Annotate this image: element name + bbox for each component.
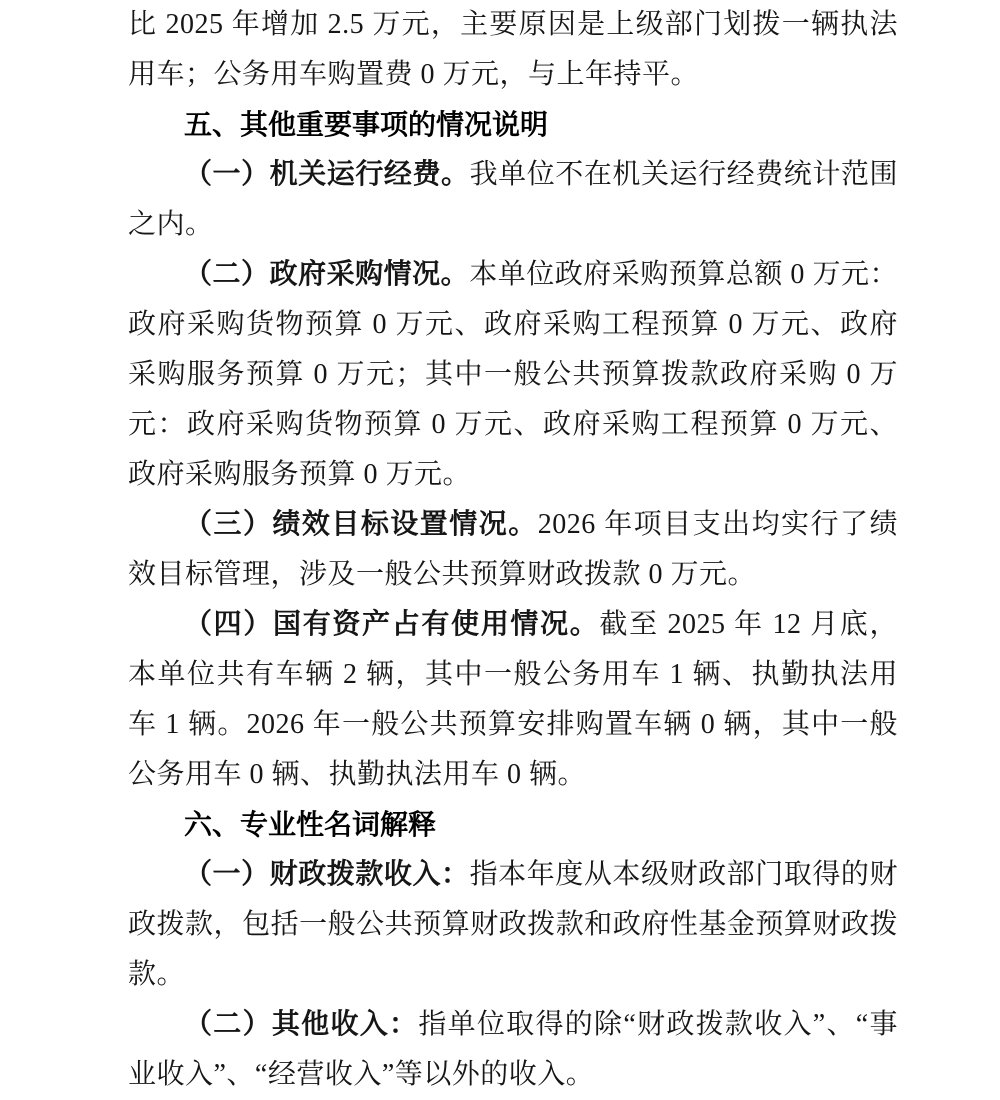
section5-item-2 [128,250,898,500]
section5-item-1 [128,150,898,250]
paragraph-lead: （三）绩效目标设置情况。 [184,509,538,540]
section5-item-3 [128,500,898,600]
section6-item-2 [128,1000,898,1100]
paragraph-lead: （一）财政拨款收入： [184,859,470,890]
section5-heading: 五、其他重要事项的情况说明 [184,109,549,140]
paragraph-text: 指单位取得的除“财政拨款收入”、“事业收入”、“经营收入”等以外的收入。 [128,1009,898,1090]
section6-heading: 六、专业性名词解释 [184,809,437,840]
paragraph-lead: （二）其他收入： [184,1009,419,1040]
paragraph-intro-continuation [128,0,898,100]
paragraph-text: 本单位政府采购预算总额 0 万元：政府采购货物预算 0 万元、政府采购工程预算 0 万元、政府采购服务预算 0 万元；其中一般公共预算拨款政府采购 0 万元：政府采购货物预算 0 万元、政府采购工程预算 0 万元、政府采购服务预算 0 万元。 [128,259,898,490]
section5-item-4 [128,600,898,800]
paragraph-text: 2026 年项目支出均实行了绩效目标管理，涉及一般公共预算财政拨款 0 万元。 [128,509,898,590]
paragraph-lead: （四）国有资产占有使用情况。 [184,609,600,640]
paragraph-lead: （一）机关运行经费。 [184,159,470,190]
paragraph-text: 指本年度从本级财政部门取得的财政拨款，包括一般公共预算财政拨款和政府性基金预算财政拨款。 [128,859,898,990]
paragraph-lead: （二）政府采购情况。 [184,259,470,290]
paragraph-text: 我单位不在机关运行经费统计范围之内。 [128,159,898,240]
paragraph-text: 截至 2025 年 12 月底，本单位共有车辆 2 辆，其中一般公务用车 1 辆、执勤执法用车 1 辆。2026 年一般公共预算安排购置车辆 0 辆，其中一般公务用车 0 辆、执勤执法用车 0 辆。 [128,609,898,790]
paragraph-text: 比 2025 年增加 2.5 万元，主要原因是上级部门划拨一辆执法用车；公务用车购置费 0 万元，与上年持平。 [128,9,898,90]
section6-item-1 [128,850,898,1000]
